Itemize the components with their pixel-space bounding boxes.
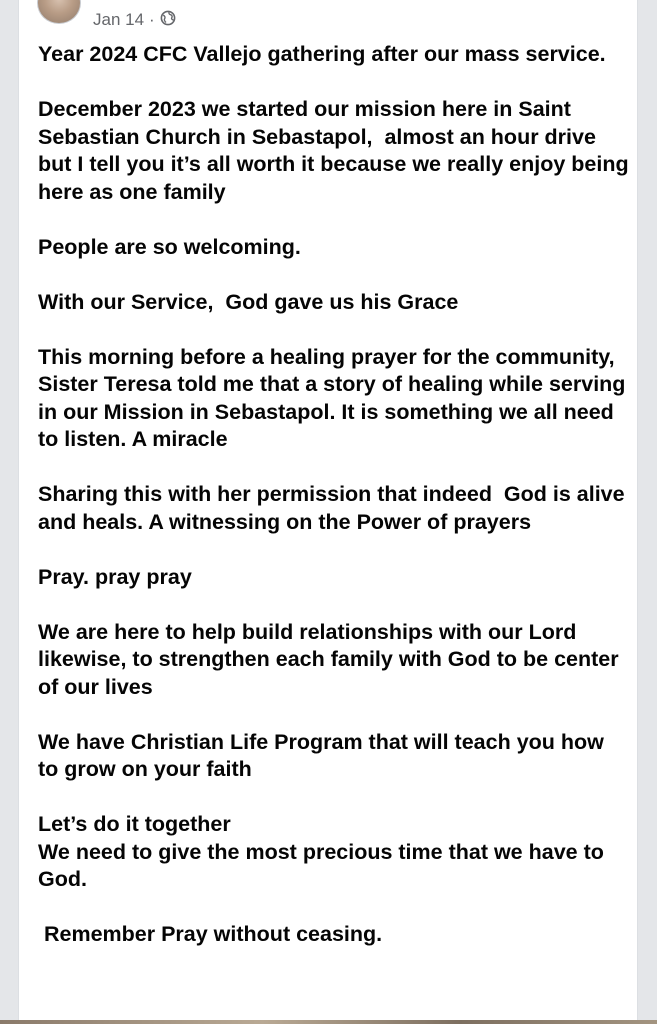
meta-separator: · — [149, 10, 155, 29]
post-paragraph: People are so welcoming. — [38, 234, 301, 259]
post-date[interactable]: Jan 14 — [93, 10, 145, 29]
post-paragraph: With our Service, God gave us his Grace — [38, 289, 459, 314]
post-paragraph: This morning before a healing prayer for the community, Sister Teresa told me that a story of healing while serving in our Mission in Sebastapol. It is something we all need to listen. A miracle — [38, 344, 632, 451]
post-paragraph: Year 2024 CFC Vallejo gathering after our mass service. — [38, 42, 606, 66]
post-paragraph: Remember Pray without ceasing. — [38, 922, 383, 946]
post-paragraph: We are here to help build relationships with our Lord likewise, to strengthen each family with God to be center of our lives — [38, 619, 625, 699]
post-paragraph: Sharing this with her permission that indeed God is alive and heals. A witnessing on the Power of prayers — [38, 482, 631, 534]
post-paragraph: December 2023 we started our mission here in Saint Sebastian Church in Sebastapol, almost an hour drive but I tell you it’s all worth it because we really enjoy being here as one family — [38, 97, 635, 204]
post-text — [38, 41, 635, 949]
post-meta — [93, 8, 176, 32]
globe-icon[interactable] — [160, 10, 176, 31]
post-paragraph: We have Christian Life Program that will teach you how to grow on your faith — [38, 729, 610, 781]
post-paragraph: Let’s do it together We need to give the most precious time that we have to God. — [38, 812, 604, 891]
post-paragraph: Pray. pray pray — [38, 564, 192, 589]
post-card — [18, 0, 638, 1022]
avatar[interactable] — [37, 0, 81, 24]
background-strip — [0, 1020, 657, 1024]
